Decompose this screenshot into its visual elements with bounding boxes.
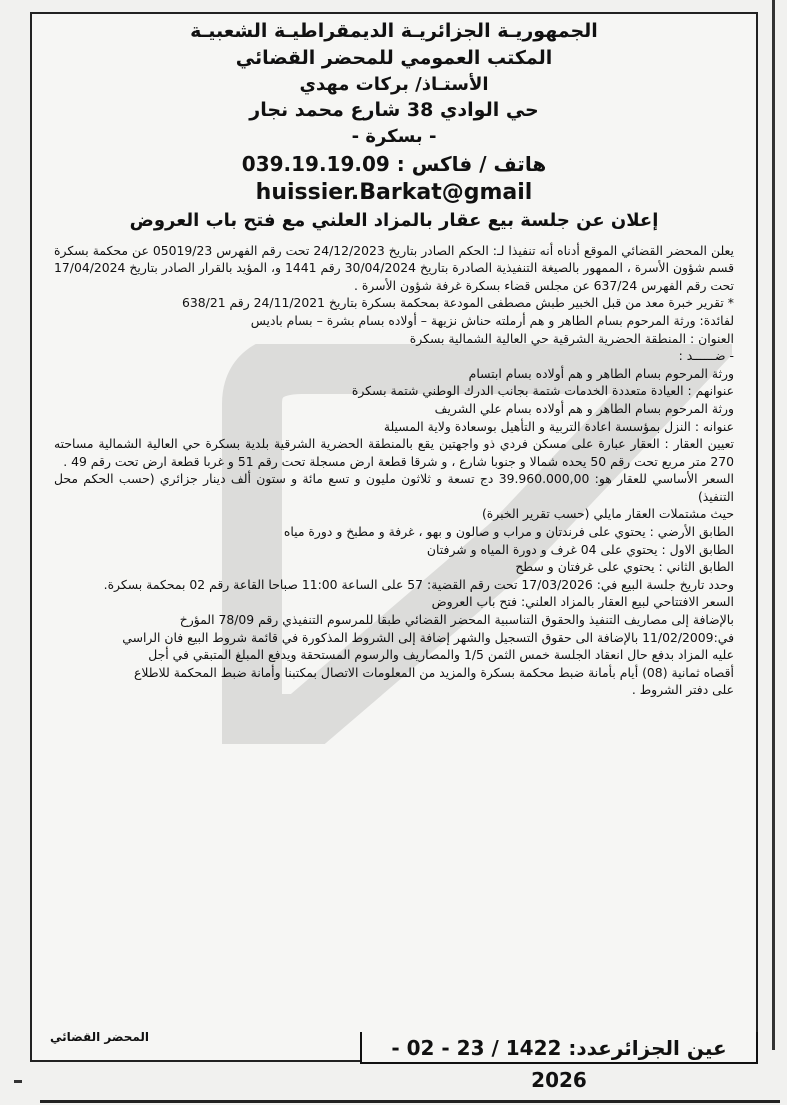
office-title: المكتب العمومي للمحضر القضائي [235,46,553,69]
second-floor: الطابق الثاني : يحتوي على غرفتان و سطح [515,559,734,575]
defendant-2-address: عنوانه : النزل بمؤسسة اعادة التربية و التأهيل بوسعادة ولاية المسيلة [383,418,734,434]
fees-line: بالإضافة إلى مصاريف التنفيذ والحقوق التناسبية المحضر القضائي طبقا للمرسوم التنفيذي رقم 78/09 المؤرخ [179,612,734,628]
ground-floor: الطابق الأرضي : يحتوي على فرندتان و مراب و صالون و بهو ، غرفة و مطبخ و دورة مياه [283,524,734,540]
newspaper-issue-footer: عين الجزائرعدد: 1422 / 23 - 02 - 2026 [360,1032,758,1064]
property-description: تعيين العقار : العقار عبارة على مسكن فردي ذو واجهتين يقع بالمنطقة الحضرية الشرقية بلدية بسكرة حي العالية الشمالية مساحته 270 متر مربع تحت رقم 50 يحده شمالا و جنوبا شارع ، و شرقا قطعة ارض مسجلة تحت رقم 51 و غربا قطعة ارض تحت رقم 49 . [54,436,734,469]
base-price: السعر الأساسي للعقار هو: 39.960.000,00 دج تسعة و ثلاثون مليون و تسع مائة و ستون ألف دينار جزائري (حسب الحكم محل التنفيذ) [54,471,734,504]
property-contents-heading: حيث مشتملات العقار مايلي (حسب تقرير الخبرة) [481,506,734,522]
first-floor: الطابق الاول : يحتوي على 04 غرف و دورة المياه و شرفتان [426,541,734,557]
bottom-divider [40,1100,780,1103]
office-address: حي الوادي 38 شارع محمد نجار [249,99,539,122]
letterhead [32,20,756,232]
payment-terms: عليه المزاد بدفع حال انعقاد الجلسة خمس الثمن 1/5 والمصاريف والرسوم المستحقة ويدفع المبلغ المتبقي في أجل [148,647,734,663]
opening-price: السعر الافتتاحي لبيع العقار بالمزاد العلني: فتح باب العروض [431,594,734,610]
beneficiary-address: العنوان : المنطقة الحضرية الشرقية حي العالية الشمالية بسكرة [409,330,734,346]
defendant-2: ورثة المرحوم بسام الطاهر و هم أولاده بسام علي الشريف [434,400,734,416]
sale-session-date: وحدد تاريخ جلسة البيع في: 17/03/2026 تحت رقم القضية: 57 على الساعة 11:00 صباحا القاعة رقم 02 بمحكمة بسكرة. [103,576,734,592]
deadline-line: أقصاه ثمانية (08) أيام بأمانة ضبط محكمة بسكرة والمزيد من المعلومات الاتصال بمكتبنا وأمانة ضبط المحكمة للاطلاع [134,664,734,680]
office-phone: هاتف / فاكس : 039.19.19.09 [241,151,547,176]
against-label: - ضــــــد : [678,348,734,364]
announcement-body [32,242,756,699]
decree-date-line: في:11/02/2009 بالإضافة الى حقوق التسجيل والشهر إضافة إلى الشروط المذكورة في قائمة شروط البيع فان الراسي [122,629,734,645]
office-city: - بسكرة - [351,125,437,147]
expert-report-line: * تقرير خبرة معد من قبل الخبير طبش مصطفى المودعة بمحكمة بسكرة بتاريخ 24/11/2021 رقم 638/21 [182,295,734,311]
signature-label: المحضر القضائي [50,1030,150,1044]
republic-title: الجمهوريـة الجزائريـة الديمقراطيـة الشعبيـة [190,20,598,42]
court-ruling-paragraph: يعلن المحضر القضائي الموقع أدناه أنه تنفيذا لـ: الحكم الصادر بتاريخ 24/12/2023 تحت رقم الفهرس 05019/23 عن محكمة بسكرة قسم شؤون الأسرة ، الممهور بالصيغة التنفيذية الصادرة بتاريخ 30/04/2024 رقم 1441 و، المؤيد بالقرار الصادر بتاريخ 17/04/2024 تحت رقم الفهرس 637/24 عن مجلس قضاء بسكرة غرفة شؤون الأسرة . [54,242,734,293]
page-edge-line [772,0,775,1050]
announcement-title: إعلان عن جلسة بيع عقار بالمزاد العلني مع فتح باب العروض [129,209,659,231]
office-email: huissier.Barkat@gmail [255,179,533,205]
conditions-book: على دفتر الشروط . [631,682,734,698]
beneficiary-line: لفائدة: ورثة المرحوم بسام الطاهر و هم أرملته حناش نزيهة – أولاده بسام بشرة – بسام باديس [250,312,734,328]
defendant-1-address: عنوانهم : العيادة متعددة الخدمات شتمة بجانب الدرك الوطني شتمة بسكرة [351,383,734,399]
margin-mark [14,1080,22,1083]
bailiff-name: الأستـاذ/ بركات مهدي [299,73,489,95]
announcement-frame [30,12,758,1062]
defendant-1: ورثة المرحوم بسام الطاهر و هم أولاده بسام ابتسام [468,365,734,381]
